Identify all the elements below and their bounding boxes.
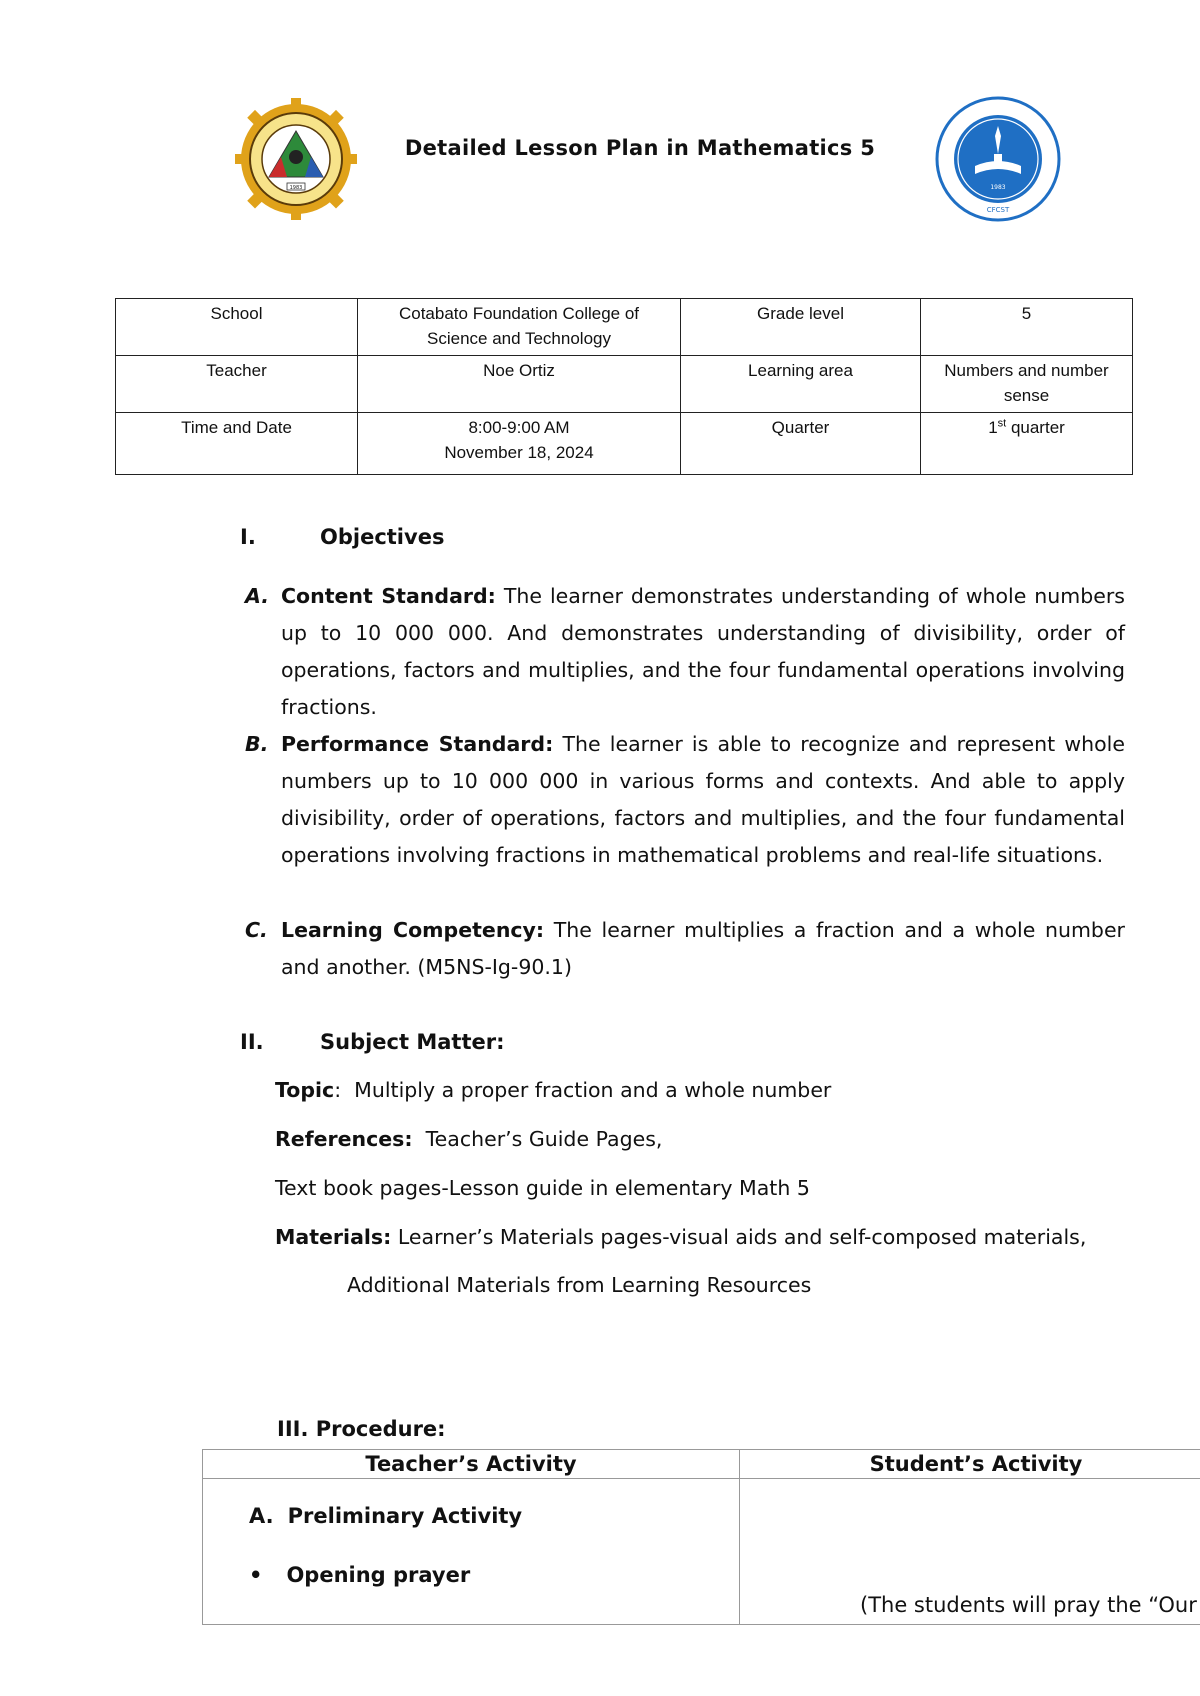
grade-value: 5 bbox=[921, 299, 1133, 356]
materials-line: Materials: Learner’s Materials pages-visual aids and self-composed materials, bbox=[275, 1225, 1087, 1249]
table-row bbox=[116, 356, 1133, 413]
quarter-value: 1st quarter bbox=[921, 413, 1133, 475]
student-response-text: (The students will pray the “Our bbox=[860, 1593, 1197, 1617]
svg-text:1983: 1983 bbox=[289, 185, 303, 191]
student-activity-cell bbox=[740, 1479, 1200, 1625]
learning-area-label: Learning area bbox=[681, 356, 921, 413]
references-line: References: Teacher’s Guide Pages, bbox=[275, 1127, 663, 1151]
table-row bbox=[116, 413, 1133, 475]
student-activity-header: Student’s Activity bbox=[740, 1450, 1200, 1479]
quarter-label: Quarter bbox=[681, 413, 921, 475]
school-label: School bbox=[116, 299, 358, 356]
procedure-table bbox=[202, 1449, 1200, 1625]
lesson-info-table bbox=[115, 298, 1133, 475]
learning-area-value: Numbers and number sense bbox=[921, 356, 1133, 413]
performance-standard: B. Performance Standard: The learner is able to recognize and represent whole numbers up to 10 000 000 in various forms and contexts. And able to apply divisibility, order of operations, factors and multiplies, and the four fundamental operations involving fractions in mathematical problems and real-life situations. bbox=[245, 732, 1125, 867]
procedure-heading: III. Procedure: bbox=[277, 1417, 446, 1441]
document-title: Detailed Lesson Plan in Mathematics 5 bbox=[404, 136, 876, 160]
learning-competency: C. Learning Competency: The learner multiplies a fraction and a whole number and another. (M5NS-Ig-90.1) bbox=[245, 918, 1125, 979]
preliminary-activity: A. Preliminary Activity bbox=[249, 1504, 523, 1528]
subject-matter-heading: II. Subject Matter: bbox=[240, 1030, 505, 1054]
svg-text:CFCST: CFCST bbox=[986, 206, 1010, 214]
opening-prayer-item: • Opening prayer bbox=[249, 1563, 471, 1587]
materials-line-2: Additional Materials from Learning Resources bbox=[347, 1273, 812, 1297]
content-standard: A. Content Standard: The learner demonstrates understanding of whole numbers up to 10 000 000. And demonstrates understanding of divisibility, order of operations, factors and multiplies, and the four fundamental operations involving fractions. bbox=[245, 584, 1125, 719]
table-row bbox=[116, 299, 1133, 356]
coe-student-org-logo bbox=[935, 96, 1061, 222]
objectives-heading: I. Objectives bbox=[240, 525, 445, 549]
school-value: Cotabato Foundation College of Science and Technology bbox=[358, 299, 681, 356]
teacher-value: Noe Ortiz bbox=[358, 356, 681, 413]
svg-text:1983: 1983 bbox=[990, 184, 1006, 191]
table-row bbox=[203, 1479, 1200, 1625]
grade-label: Grade level bbox=[681, 299, 921, 356]
teacher-activity-cell bbox=[203, 1479, 740, 1625]
teacher-activity-header: Teacher’s Activity bbox=[203, 1450, 740, 1479]
teacher-label: Teacher bbox=[116, 356, 358, 413]
table-header-row bbox=[203, 1450, 1200, 1479]
topic-line: Topic: Multiply a proper fraction and a whole number bbox=[275, 1078, 832, 1102]
bullet-icon: • bbox=[249, 1563, 263, 1587]
time-date-label: Time and Date bbox=[116, 413, 358, 475]
cfcst-seal-logo bbox=[235, 97, 357, 221]
references-line-2: Text book pages-Lesson guide in elementary Math 5 bbox=[275, 1176, 810, 1200]
time-date-value: 8:00-9:00 AM November 18, 2024 bbox=[358, 413, 681, 475]
